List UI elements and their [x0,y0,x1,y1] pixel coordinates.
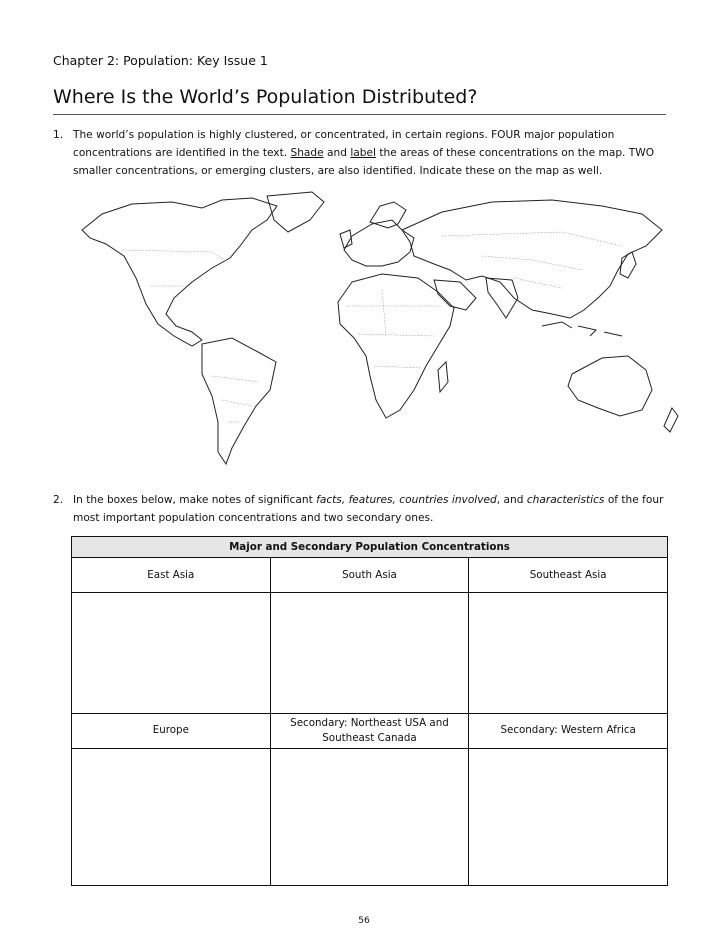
label-underlined: label [350,147,376,159]
label-southeast-asia: Southeast Asia [469,558,668,593]
label-western-africa: Secondary: Western Africa [469,714,668,749]
label-south-asia: South Asia [270,558,469,593]
notes-box-southeast-asia[interactable] [469,592,668,713]
question-1-text [73,126,685,180]
notes-box-south-asia[interactable] [270,592,469,713]
japan-outline [620,252,636,278]
africa-borders [346,290,442,368]
madagascar-outline [438,362,448,392]
title-divider [53,114,666,115]
europe-outline [344,220,414,266]
new-zealand-outline [664,408,678,432]
world-outline-map [62,186,682,471]
indonesia-outline [542,322,622,336]
question-2-text-c: of the four most important population concentrations and two secondary ones. [73,494,664,524]
question-1-text-a: The world’s population is highly clustered, or concentrated, in certain regions. FOUR major population concentrations are identified in the text. [73,129,615,159]
label-east-asia: East Asia [72,558,271,593]
page-number: 56 [358,916,370,926]
label-northeast-usa-southeast-canada: Secondary: Northeast USA and Southeast Canada [270,714,469,749]
question-2-text [73,491,685,527]
australia-outline [568,356,652,416]
table-title: Major and Secondary Population Concentrations [72,537,668,558]
population-concentrations-table [71,536,668,886]
question-2-text-a: In the boxes below, make notes of significant [73,494,317,506]
notes-box-east-asia[interactable] [72,592,271,713]
scandinavia-outline [370,202,406,228]
question-1-number: 1. [53,129,64,141]
north-america-outline [82,198,277,346]
characteristics-italic: characteristics [526,494,605,506]
shade-underlined: Shade [290,147,324,159]
facts-features-italic: facts, features, countries involved [316,494,497,506]
asia-outline [402,200,662,318]
africa-outline [338,274,454,418]
label-europe: Europe [72,714,271,749]
question-2-text-b: , and [496,494,527,506]
greenland-outline [267,192,324,232]
question-1-and: and [323,147,351,159]
question-2-number: 2. [53,494,64,506]
notes-box-western-africa[interactable] [469,748,668,885]
chapter-heading: Chapter 2: Population: Key Issue 1 [53,53,268,68]
page-title: Where Is the World’s Population Distributed? [53,86,478,108]
south-america-outline [202,338,276,464]
notes-box-europe[interactable] [72,748,271,885]
question-1-text-b: the areas of these concentrations on the map. TWO smaller concentrations, or emerging clusters, are also identified. Indicate these on the map as well. [73,147,655,177]
notes-box-northeast-usa-southeast-canada[interactable] [270,748,469,885]
